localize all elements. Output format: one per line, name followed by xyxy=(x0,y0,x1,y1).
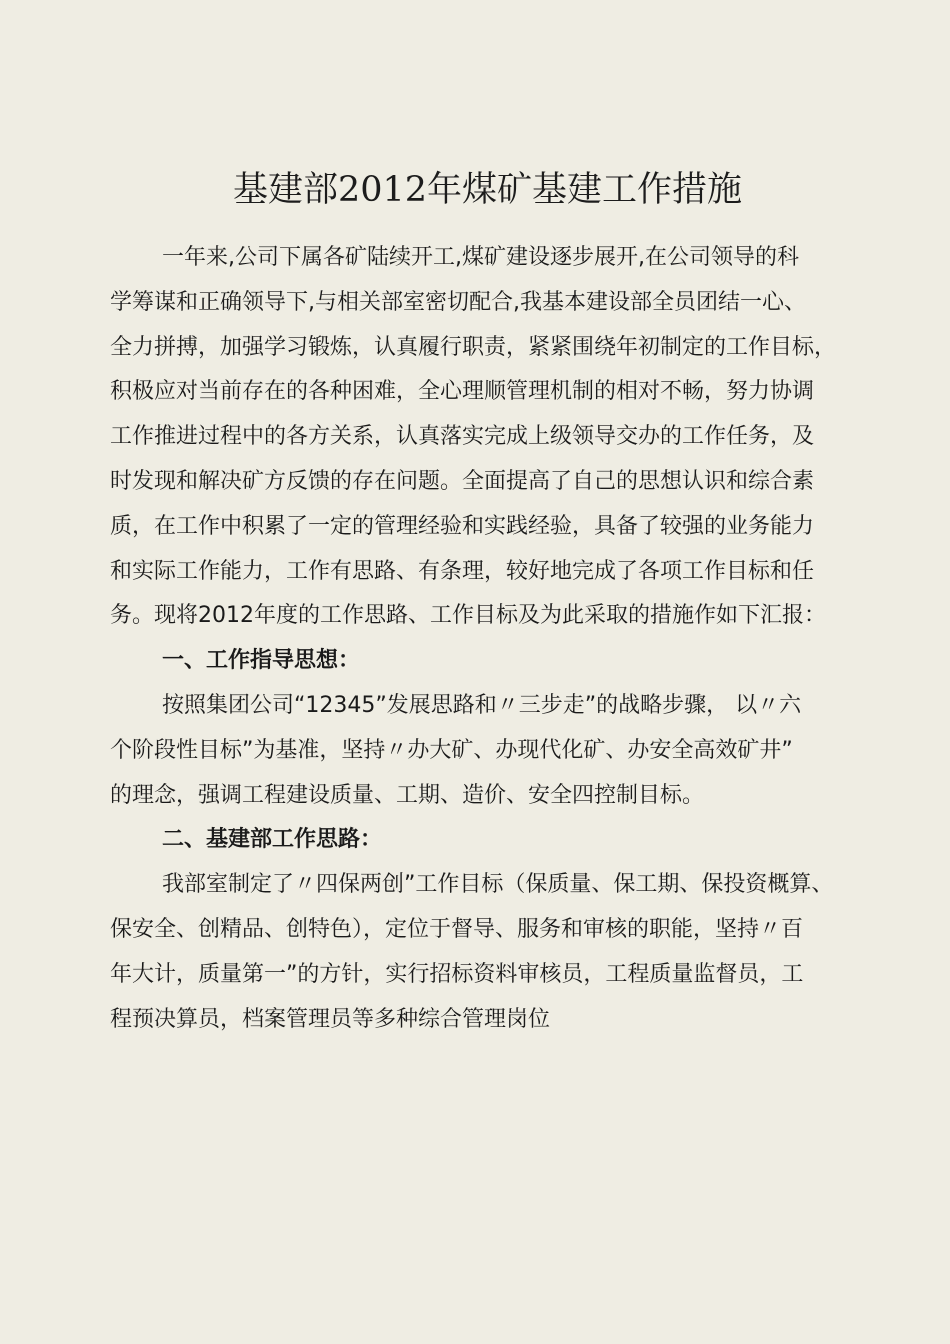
paragraph-line: 保安全、创精品、创特色），定位于督导、服务和审核的职能，坚持〃百 xyxy=(110,916,804,942)
document-title: 基建部2012年煤矿基建工作措施 xyxy=(232,170,743,210)
paragraph-line: 的理念，强调工程建设质量、工期、造价、安全四控制目标。 xyxy=(110,782,705,808)
paragraph-line: 按照集团公司“12345”发展思路和〃三步走”的战略步骤， 以〃六 xyxy=(162,692,802,718)
paragraph-line: 时发现和解决矿方反馈的存在问题。全面提高了自己的思想认识和综合素 xyxy=(110,468,815,494)
paragraph-line: 工作推进过程中的各方关系，认真落实完成上级领导交办的工作任务，及 xyxy=(110,424,815,450)
section-heading: 二、基建部工作思路： xyxy=(162,827,383,853)
section-heading: 一、工作指导思想： xyxy=(162,648,361,674)
paragraph-line: 务。现将2012年度的工作思路、工作目标及为此采取的措施作如下汇报： xyxy=(110,603,826,629)
paragraph-line: 质，在工作中积累了一定的管理经验和实践经验，具备了较强的业务能力 xyxy=(110,513,815,539)
paragraph-line: 个阶段性目标”为基准，坚持〃办大矿、办现代化矿、办安全高效矿井” xyxy=(110,737,793,763)
paragraph-line: 我部室制定了〃四保两创”工作目标（保质量、保工期、保投资概算、 xyxy=(162,872,834,898)
paragraph-line: 程预决算员，档案管理员等多种综合管理岗位 xyxy=(110,1006,551,1032)
paragraph-line: 全力拼搏，加强学习锻炼，认真履行职责，紧紧围绕年初制定的工作目标， xyxy=(110,334,837,360)
paragraph-line: 学筹谋和正确领导下,与相关部室密切配合,我基本建设部全员团结一心、 xyxy=(110,289,806,315)
paragraph-line: 年大计，质量第一”的方针，实行招标资料审核员，工程质量监督员，工 xyxy=(110,961,804,987)
paragraph-line: 一年来,公司下属各矿陆续开工,煤矿建设逐步展开,在公司领导的科 xyxy=(162,245,799,270)
paragraph-line: 和实际工作能力，工作有思路、有条理，较好地完成了各项工作目标和任 xyxy=(110,558,815,584)
paragraph-line: 积极应对当前存在的各种困难，全心理顺管理机制的相对不畅，努力协调 xyxy=(110,379,815,405)
document-body xyxy=(110,236,890,1042)
